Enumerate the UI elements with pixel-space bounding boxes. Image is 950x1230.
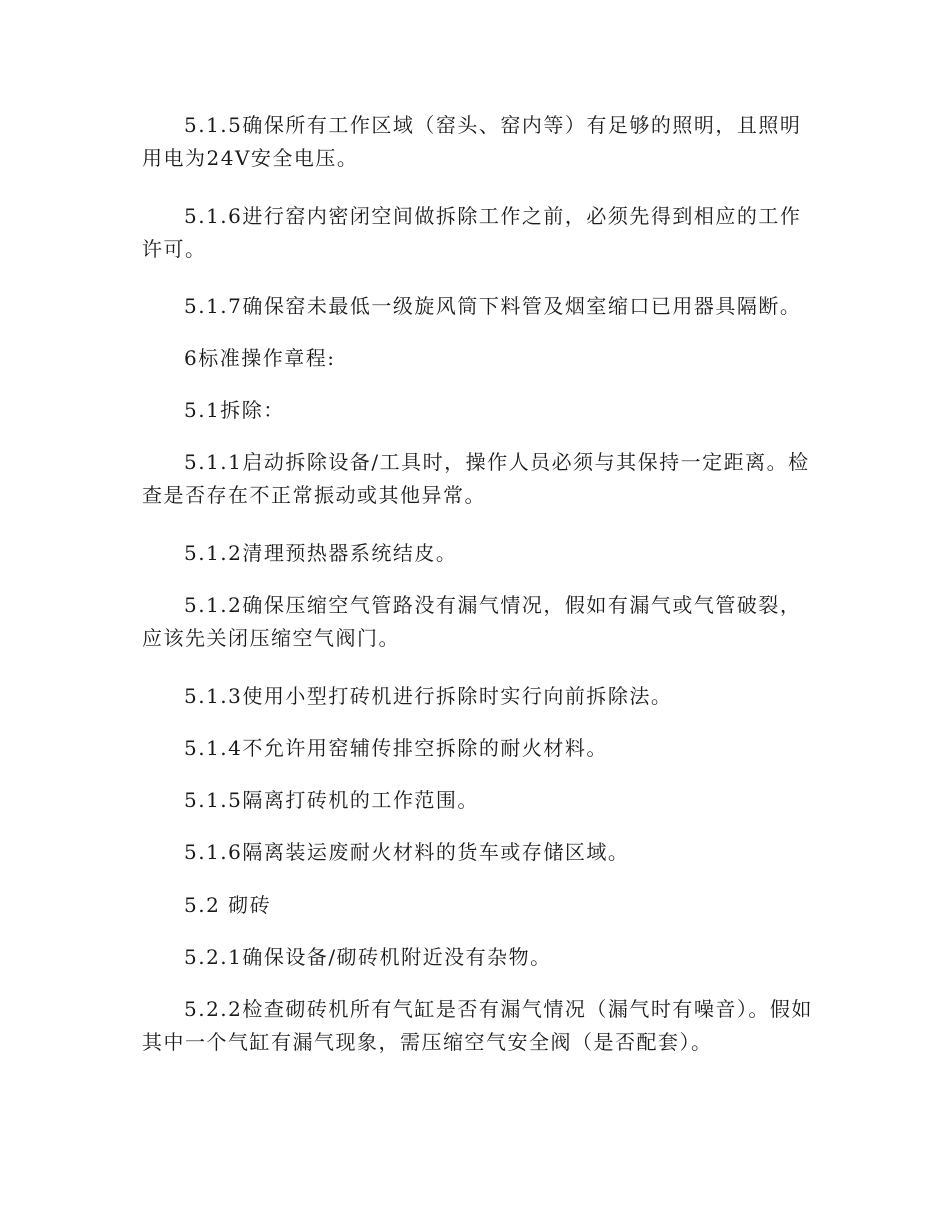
paragraph-5-1-7: 5.1.7确保窑未最低一级旋风筒下料管及烟室缩口已用器具隔断。 (184, 294, 802, 318)
paragraph-5-2-2: 5.2.2检查砌砖机所有气缸是否有漏气情况（漏气时有噪音）。假如其中一个气缸有漏气现象，需压缩空气安全阀（是否配套）。 (142, 997, 813, 1054)
paragraph-5-2-1: 5.2.1确保设备/砌砖机附近没有杂物。 (184, 945, 552, 969)
paragraph-5-1-5-b: 5.1.5隔离打砖机的工作范围。 (184, 788, 479, 812)
paragraph-5-1-4: 5.1.4不允许用窑辅传排空拆除的耐火材料。 (184, 736, 608, 760)
paragraph-5-1-1: 5.1.1启动拆除设备/工具时，操作人员必须与其保持一定距离。检查是否存在不正常振动或其他异常。 (142, 450, 810, 507)
subsection-heading-5-2: 5.2 砌砖 (184, 893, 272, 917)
paragraph-5-1-5: 5.1.5确保所有工作区域（窑头、窑内等）有足够的照明，且照明用电为24V安全电压。 (142, 113, 802, 170)
paragraph-5-1-2-a: 5.1.2清理预热器系统结皮。 (184, 541, 458, 565)
paragraph-5-1-6: 5.1.6进行窑内密闭空间做拆除工作之前，必须先得到相应的工作许可。 (142, 204, 802, 261)
section-heading-6: 6标准操作章程: (184, 346, 336, 370)
paragraph-5-1-3: 5.1.3使用小型打砖机进行拆除时实行向前拆除法。 (184, 684, 673, 708)
subsection-heading-5-1: 5.1拆除： (184, 398, 285, 422)
paragraph-5-1-2-b: 5.1.2确保压缩空气管路没有漏气情况，假如有漏气或气管破裂，应该先关闭压缩空气阀门。 (142, 593, 802, 650)
paragraph-5-1-6-b: 5.1.6隔离装运废耐火材料的货车或存储区域。 (184, 840, 630, 864)
